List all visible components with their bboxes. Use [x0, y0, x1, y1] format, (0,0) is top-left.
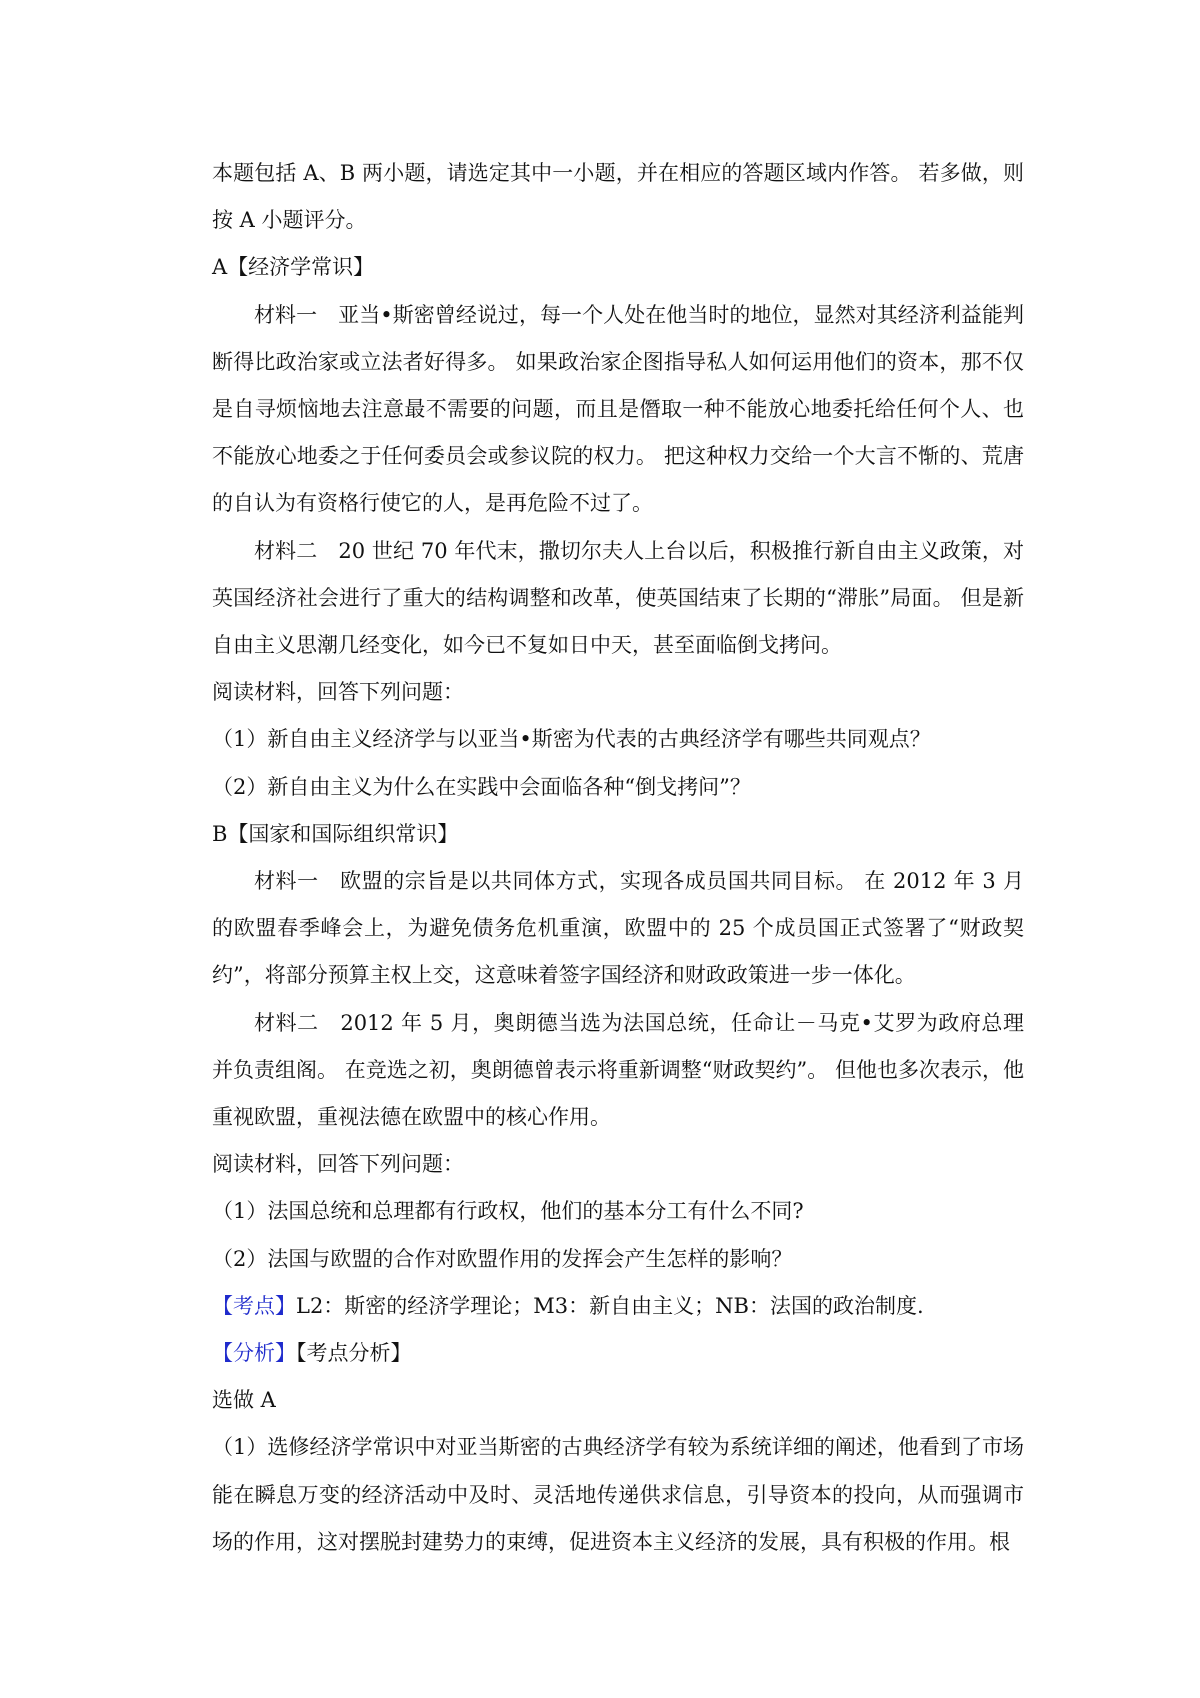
- section-b-material-1: 材料一 欧盟的宗旨是以共同体方式，实现各成员国共同目标。 在 2012 年 3 月的欧盟春季峰会上，为避免债务危机重演，欧盟中的 25 个成员国正式签署了“财政契约”，将部分预算主权上交，这意味着签字国经济和财政政策进一步一体化。: [212, 869, 1024, 988]
- section-b-heading: B【国家和国际组织常识】: [212, 821, 459, 846]
- section-b-material-2: 材料二 2012 年 5 月，奥朗德当选为法国总统，任命让－马克•艾罗为政府总理并负责组阁。 在竞选之初，奥朗德曾表示将重新调整“财政契约”。 但他也多次表示，他重视欧盟，重视法德在欧盟中的核心作用。: [212, 1010, 1024, 1130]
- section-a-question-1: （1）新自由主义经济学与以亚当•斯密为代表的古典经济学有哪些共同观点？: [212, 727, 931, 752]
- section-b-question-1: （1）法国总统和总理都有行政权，他们的基本分工有什么不同?: [212, 1199, 804, 1224]
- section-a-heading: A【经济学常识】: [212, 255, 375, 280]
- section-a-material-1: 材料一 亚当•斯密曾经说过，每一个人处在他当时的地位，显然对其经济利益能判断得比政治家或立法者好得多。 如果政治家企图指导私人如何运用他们的资本，那不仅是自寻烦恼地去注意最不需要的问题，而且是僭取一种不能放心地委托给任何个人、也不能放心地委之于任何委员会或参议院的权力。 把这种权力交给一个大言不惭的、荒唐的自认为有资格行使它的人，是再危险不过了。: [212, 302, 1024, 516]
- answer-1-paragraph: （1）选修经济学常识中对亚当斯密的古典经济学有较为系统详细的阐述，他看到了市场能在瞬息万变的经济活动中及时、灵活地传递供求信息，引导资本的投向，从而强调市场的作用，这对摆脱封建势力的束缚，促进资本主义经济的发展，具有积极的作用。根: [212, 1435, 1024, 1554]
- fenxi-text: 【考点分析】: [296, 1341, 412, 1366]
- kaodian-line: [212, 1283, 1024, 1330]
- section-a-question-2: （2）新自由主义为什么在实践中会面临各种“倒戈拷问”？: [212, 774, 751, 799]
- document-page: [212, 150, 1024, 1566]
- section-a-prompt: 阅读材料，回答下列问题：: [212, 680, 464, 705]
- fenxi-tag: 【分析】: [212, 1341, 296, 1366]
- kaodian-tag: 【考点】: [212, 1293, 296, 1318]
- kaodian-text: L2：斯密的经济学理论；M3：新自由主义；NB：法国的政治制度.: [296, 1293, 924, 1318]
- choice-a-line: 选做 A: [212, 1388, 276, 1413]
- section-b-question-2: （2）法国与欧盟的合作对欧盟作用的发挥会产生怎样的影响？: [212, 1246, 793, 1271]
- fenxi-line: [212, 1330, 1024, 1377]
- section-a-material-2: 材料二 20 世纪 70 年代末，撒切尔夫人上台以后，积极推行新自由主义政策，对英国经济社会进行了重大的结构调整和改革，使英国结束了长期的“滞胀”局面。 但是新自由主义思潮几经变化，如今已不复如日中天，甚至面临倒戈拷问。: [212, 538, 1024, 658]
- intro-paragraph: 本题包括 A、B 两小题，请选定其中一小题，并在相应的答题区域内作答。 若多做，则按 A 小题评分。: [212, 161, 1024, 233]
- section-b-prompt: 阅读材料，回答下列问题：: [212, 1152, 464, 1177]
